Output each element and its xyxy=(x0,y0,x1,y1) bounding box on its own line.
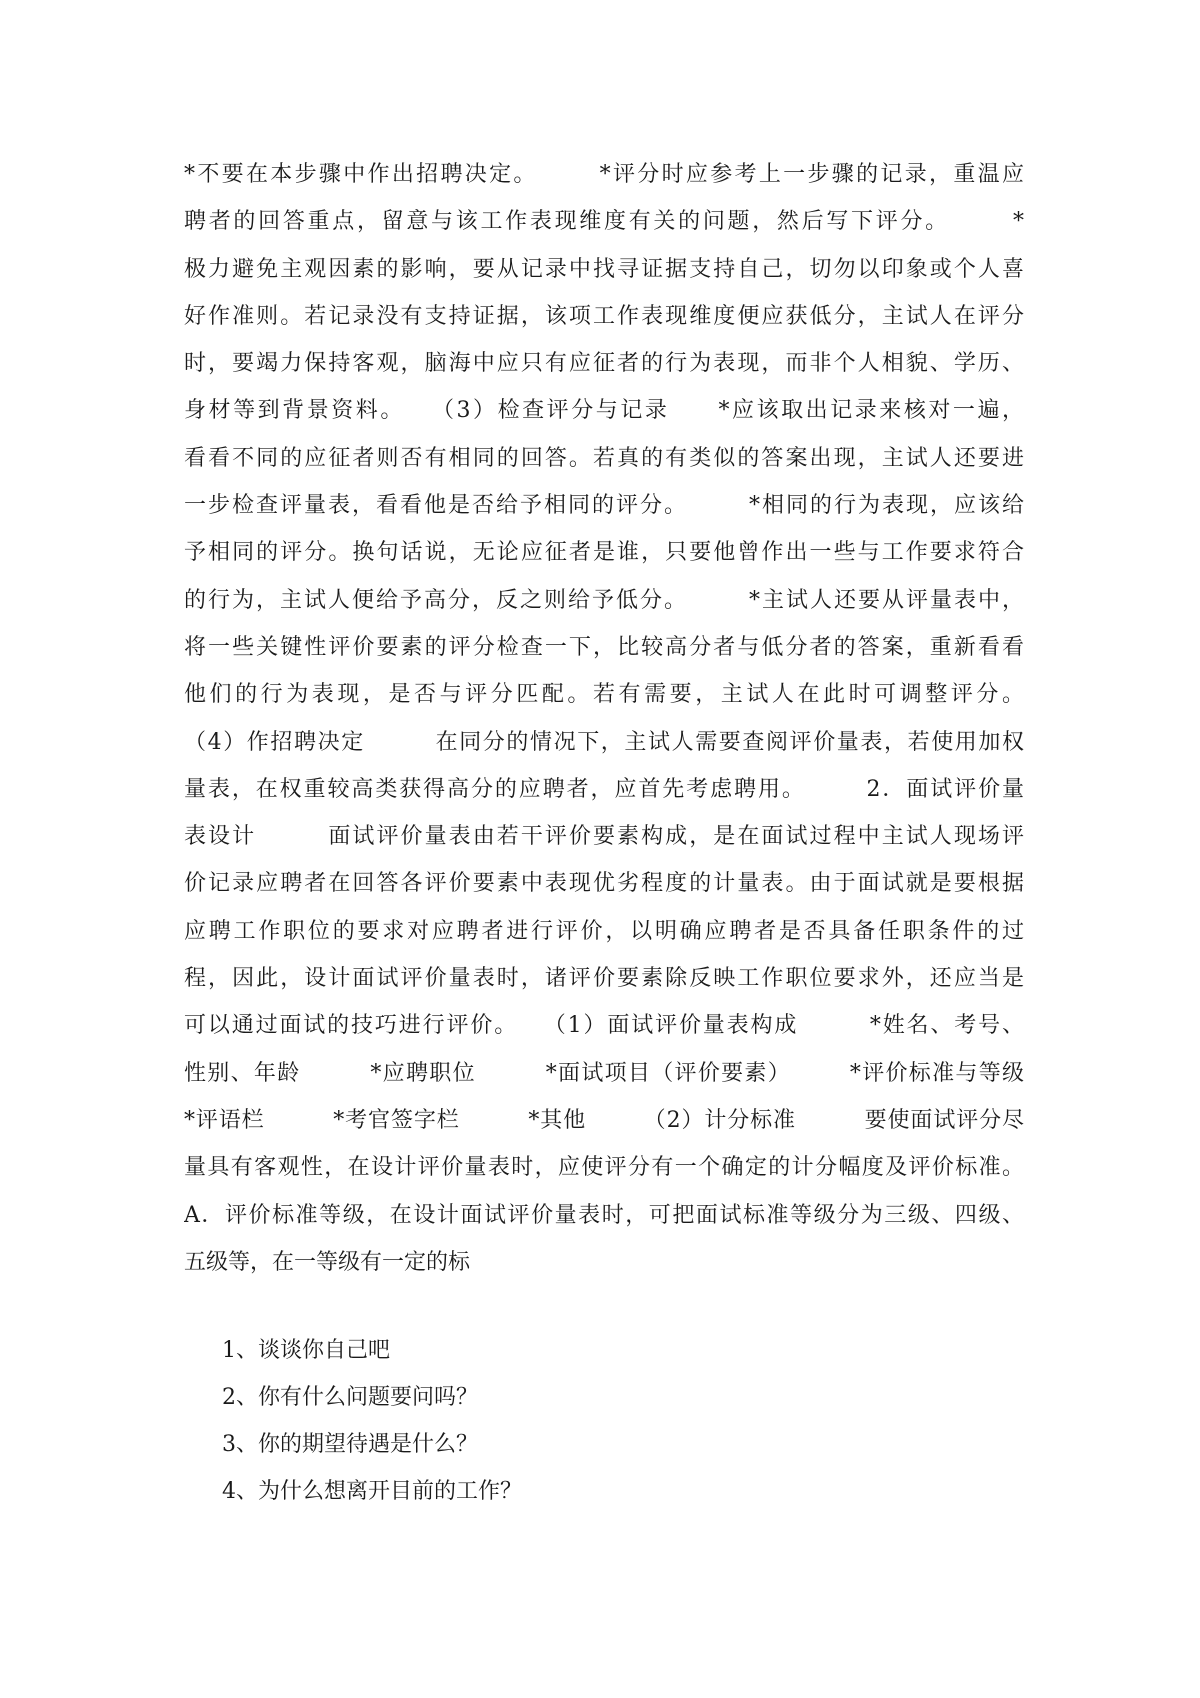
text-line: 五级等，在一等级有一定的标 xyxy=(184,1249,471,1275)
text-line: 聘者的回答重点，留意与该工作表现维度有关的问题，然后写下评分。 * xyxy=(184,209,1024,235)
text-line: （4）作招聘决定 在同分的情况下，主试人需要查阅评价量表，若使用加权 xyxy=(184,729,1024,755)
question-item: 4、为什么想离开目前的工作？ xyxy=(222,1479,522,1504)
text-line: 应聘工作职位的要求对应聘者进行评价，以明确应聘者是否具备任职条件的过 xyxy=(184,918,1024,944)
text-line: *不要在本步骤中作出招聘决定。 *评分时应参考上一步骤的记录，重温应 xyxy=(184,162,1024,187)
text-line: 一步检查评量表，看看他是否给予相同的评分。 *相同的行为表现，应该给 xyxy=(184,493,1024,519)
text-line: 将一些关键性评价要素的评分检查一下，比较高分者与低分者的答案，重新看看 xyxy=(184,634,1024,660)
question-item: 2、你有什么问题要问吗？ xyxy=(222,1385,478,1410)
question-item: 1、谈谈你自己吧 xyxy=(222,1338,390,1363)
text-line: 表设计 面试评价量表由若干评价要素构成，是在面试过程中主试人现场评 xyxy=(184,824,1024,850)
question-item: 3、你的期望待遇是什么？ xyxy=(222,1432,478,1457)
text-line: 予相同的评分。换句话说，无论应征者是谁，只要他曾作出一些与工作要求符合 xyxy=(184,540,1024,566)
text-line: 好作准则。若记录没有支持证据，该项工作表现维度便应获低分，主试人在评分 xyxy=(184,303,1024,329)
text-line: 价记录应聘者在回答各评价要素中表现优劣程度的计量表。由于面试就是要根据 xyxy=(184,871,1024,897)
text-line: 身材等到背景资料。 （3）检查评分与记录 *应该取出记录来核对一遍， xyxy=(184,398,1024,424)
text-line: 时，要竭力保持客观，脑海中应只有应征者的行为表现，而非个人相貌、学历、 xyxy=(184,351,1024,377)
text-line: A．评价标准等级，在设计面试评价量表时，可把面试标准等级分为三级、四级、 xyxy=(184,1202,1024,1228)
text-line: 性别、年龄 *应聘职位 *面试项目（评价要素） *评价标准与等级 xyxy=(184,1060,1024,1086)
text-line: *评语栏 *考官签字栏 *其他 （2）计分标准 要使面试评分尽 xyxy=(184,1107,1024,1133)
body-paragraph xyxy=(184,151,1024,1286)
text-line: 量具有客观性，在设计评价量表时，应使评分有一个确定的计分幅度及评价标准。 xyxy=(184,1155,1024,1181)
text-line: 看看不同的应征者则否有相同的回答。若真的有类似的答案出现，主试人还要进 xyxy=(184,445,1024,471)
text-line: 他们的行为表现，是否与评分匹配。若有需要，主试人在此时可调整评分。 xyxy=(184,682,1024,708)
text-line: 的行为，主试人便给予高分，反之则给予低分。 *主试人还要从评量表中， xyxy=(184,587,1024,613)
text-line: 程，因此，设计面试评价量表时，诸评价要素除反映工作职位要求外，还应当是 xyxy=(184,966,1024,992)
text-line: 极力避免主观因素的影响，要从记录中找寻证据支持自己，切勿以印象或个人喜 xyxy=(184,256,1024,282)
text-line: 可以通过面试的技巧进行评价。 （1）面试评价量表构成 *姓名、考号、 xyxy=(184,1013,1024,1039)
question-list xyxy=(222,1327,922,1515)
text-line: 量表，在权重较高类获得高分的应聘者，应首先考虑聘用。 2．面试评价量 xyxy=(184,776,1024,802)
